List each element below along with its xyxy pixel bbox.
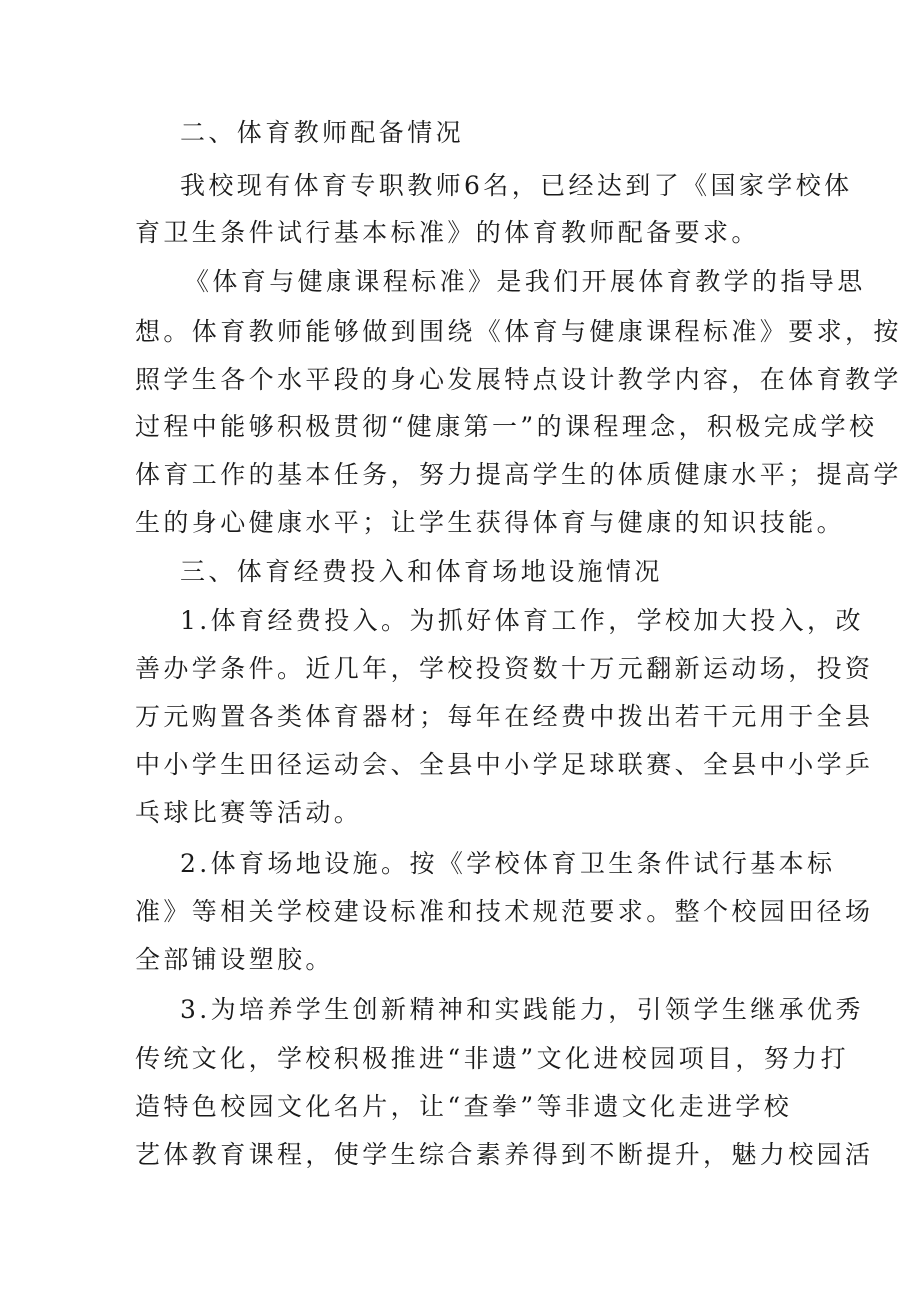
section-heading-2: 二、体育教师配备情况 (180, 118, 465, 147)
paragraph-line: 《体育与健康课程标准》是我们开展体育教学的指导思 (184, 267, 866, 296)
paragraph-line: 造特色校园文化名片，让“查拳”等非遗文化走进学校 (135, 1092, 793, 1121)
paragraph-line: 乓球比赛等活动。 (135, 798, 363, 827)
paragraph-line: 2.体育场地设施。按《学校体育卫生条件试行基本标 (180, 849, 836, 878)
paragraph-line: 过程中能够积极贯彻“健康第一”的课程理念，积极完成学校 (135, 412, 878, 441)
paragraph-line: 全部铺设塑胶。 (135, 945, 334, 974)
paragraph-line: 想。体育教师能够做到围绕《体育与健康课程标准》要求，按 (135, 317, 902, 346)
paragraph-line: 1.体育经费投入。为抓好体育工作，学校加大投入，改 (180, 606, 864, 635)
paragraph-line: 艺体教育课程，使学生综合素养得到不断提升，魅力校园活 (135, 1140, 874, 1169)
paragraph-line: 准》等相关学校建设标准和技术规范要求。整个校园田径场 (135, 897, 874, 926)
section-heading-3: 三、体育经费投入和体育场地设施情况 (180, 557, 663, 586)
paragraph-line: 传统文化，学校积极推进“非遗”文化进校园项目，努力打 (135, 1044, 849, 1073)
paragraph-line: 善办学条件。近几年，学校投资数十万元翻新运动场，投资 (135, 654, 874, 683)
paragraph-line: 生的身心健康水平；让学生获得体育与健康的知识技能。 (135, 508, 846, 537)
paragraph-line: 照学生各个水平段的身心发展特点设计教学内容，在体育教学 (135, 365, 902, 394)
paragraph-line: 育卫生条件试行基本标准》的体育教师配备要求。 (135, 218, 760, 247)
paragraph-line: 3.为培养学生创新精神和实践能力，引领学生继承优秀 (180, 995, 864, 1024)
paragraph-line: 中小学生田径运动会、全县中小学足球联赛、全县中小学乒 (135, 750, 874, 779)
paragraph-line: 体育工作的基本任务，努力提高学生的体质健康水平；提高学 (135, 460, 902, 489)
paragraph-line: 万元购置各类体育器材；每年在经费中拨出若干元用于全县 (135, 702, 874, 731)
paragraph-line: 我校现有体育专职教师6名，已经达到了《国家学校体 (180, 171, 853, 200)
